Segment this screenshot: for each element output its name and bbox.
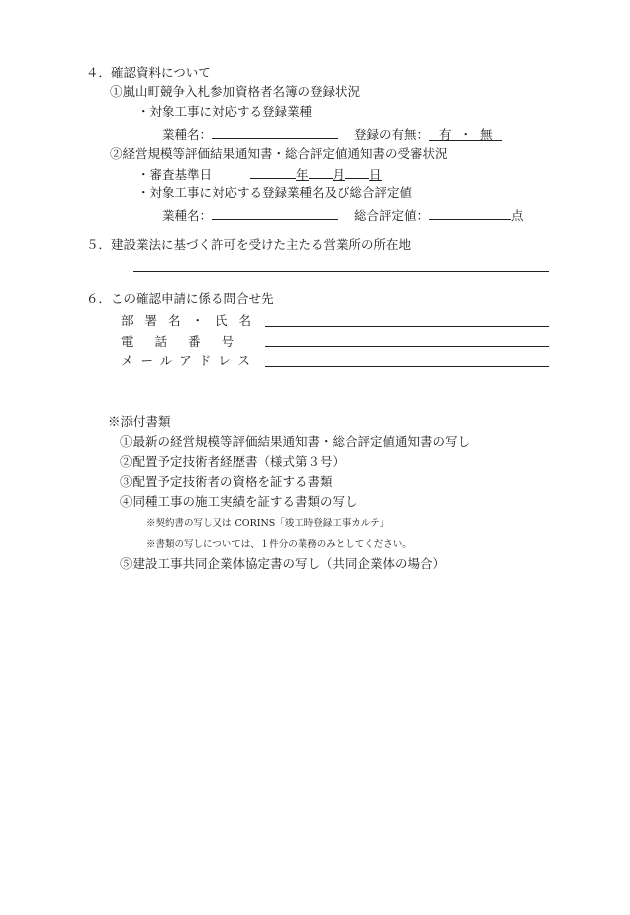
gyoshu-label-2: 業種名：	[162, 208, 213, 223]
yes-no-choice[interactable]	[429, 127, 502, 141]
year-label: 年	[296, 167, 309, 182]
month-label: 月	[332, 167, 346, 182]
toroku-label: 登録の有無：	[354, 127, 430, 142]
section-5-heading: ５．建設業法に基づく許可を受けた主たる営業所の所在地	[86, 237, 412, 252]
yes-option: 有	[439, 127, 452, 142]
day-blank[interactable]	[345, 165, 369, 179]
day-label: 日	[369, 167, 382, 182]
score-blank[interactable]	[429, 206, 511, 220]
month-blank[interactable]	[309, 165, 333, 179]
phone-label	[121, 334, 255, 350]
email-blank[interactable]	[265, 366, 549, 367]
attachment-item-5: ⑤建設工事共同企業体協定書の写し（共同企業体の場合）	[120, 556, 446, 571]
attachment-item-2: ②配置予定技術者経歴書（様式第３号）	[120, 454, 346, 469]
phone-label-text: 電話番号	[121, 334, 256, 349]
phone-blank[interactable]	[265, 346, 549, 347]
attachment-note-1: ※契約書の写し又は CORINS「竣工時登録工事カルテ」	[146, 518, 390, 529]
email-label: メールアドレス	[121, 353, 257, 368]
score-unit: 点	[511, 208, 524, 223]
attachment-item-1: ①最新の経営規模等評価結果通知書・総合評定値通知書の写し	[120, 434, 471, 449]
dept-name-blank[interactable]	[265, 326, 549, 327]
attachment-item-3: ③配置予定技術者の資格を証する書類	[120, 474, 333, 489]
year-blank[interactable]	[250, 165, 296, 179]
registration-row	[162, 125, 502, 143]
gyoshu-blank[interactable]	[212, 125, 338, 139]
section-4-bullet-score: ・対象工事に対応する登録業種名及び総合評定値	[137, 185, 413, 200]
attachments-heading: ※添付書類	[108, 414, 171, 429]
dept-name-label: 部署名・氏名	[121, 313, 263, 328]
gyoshu-blank-2[interactable]	[212, 206, 338, 220]
attachment-item-4: ④同種工事の施工実績を証する書類の写し	[120, 494, 358, 509]
section-4-item-2: ②経営規模等評価結果通知書・総合評定値通知書の受審状況	[110, 146, 448, 161]
section-4-bullet-registered-type: ・対象工事に対応する登録業種	[137, 104, 313, 119]
choice-separator: ・	[459, 127, 472, 142]
gyoshu-label: 業種名：	[162, 127, 213, 142]
score-label: 総合評定値：	[354, 208, 430, 223]
score-row	[162, 206, 524, 224]
section-4-item-1: ①嵐山町競争入札参加資格者名簿の登録状況	[110, 84, 361, 99]
address-blank[interactable]	[133, 271, 549, 272]
attachment-note-2: ※書類の写しについては、１件分の業務のみとしてください。	[146, 539, 412, 550]
no-option: 無	[479, 127, 493, 142]
review-date-label: ・審査基準日	[137, 167, 213, 182]
section-6-heading: ６．この確認申請に係る問合せ先	[86, 291, 274, 306]
review-date-row	[137, 165, 382, 183]
section-4-heading: ４．確認資料について	[86, 65, 211, 80]
